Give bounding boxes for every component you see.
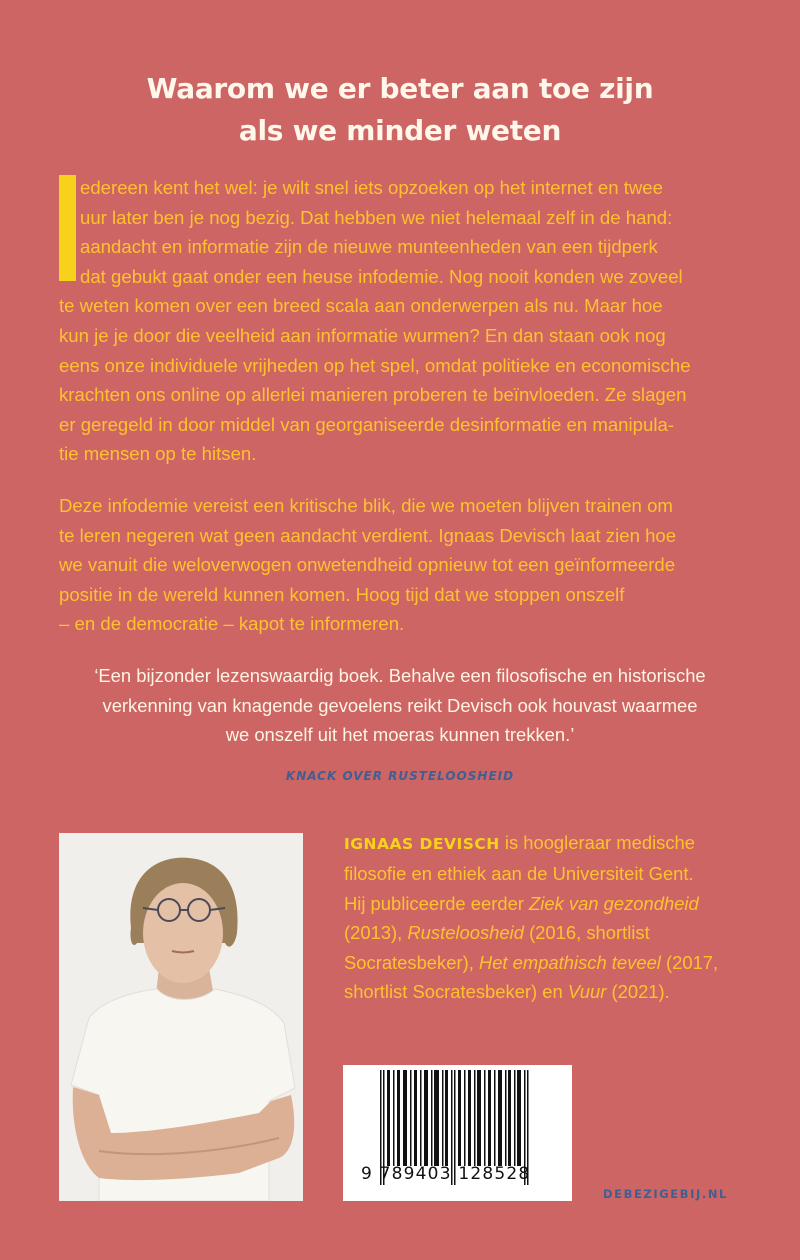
bio-line xyxy=(344,918,764,947)
review-quote xyxy=(0,661,800,750)
blurb-line: edereen kent het wel: je wilt snel iets opzoeken op het internet en twee xyxy=(80,177,663,198)
blurb-line: dat gebukt gaat onder een heuse infodemie. Nog nooit konden we zoveel xyxy=(80,265,683,287)
back-cover-title xyxy=(0,68,800,152)
blurb-line: we vanuit die weloverwogen onwetendheid opnieuw tot een geïnformeerde xyxy=(59,554,676,576)
bio-line xyxy=(344,977,764,1006)
blurb-line: er geregeld in door middel van georganiseerde desinformatie en manipula- xyxy=(59,413,675,435)
blurb-line: uur later ben je nog bezig. Dat hebben we niet helemaal zelf in de hand: xyxy=(80,206,673,228)
quote-line: verkenning van knagende gevoelens reikt Devisch ook houvast waarmee xyxy=(102,694,698,716)
bio-text: (2016, shortlist xyxy=(523,922,650,944)
blurb-line: eens onze individuele vrijheden op het spel, omdat politieke en economische xyxy=(59,354,691,376)
book-title: Het empathisch teveel xyxy=(478,951,661,973)
bio-text: (2013), xyxy=(344,922,408,944)
quote-line: ‘Een bijzonder lezenswaardig boek. Behalve een filosofische en historische xyxy=(94,665,706,686)
bio-text: (2017, xyxy=(660,951,719,973)
bio-line xyxy=(344,859,764,888)
book-title: Ziek van gezondheid xyxy=(529,892,699,914)
bio-text: is hoogleraar medische xyxy=(499,832,695,853)
blurb-line: krachten ons online op allerlei manieren proberen te beïnvloeden. Ze slagen xyxy=(59,384,687,406)
bio-text: (2021). xyxy=(606,981,670,1003)
blurb-line: aandacht en informatie zijn de nieuwe munteenheden van een tijdperk xyxy=(80,236,658,258)
quote-line: we onszelf uit het moeras kunnen trekken.’ xyxy=(225,724,575,745)
quote-source xyxy=(0,769,800,783)
bio-text: Hij publiceerde eerder xyxy=(344,892,530,914)
blurb-paragraph-1 xyxy=(59,173,749,469)
book-title: Vuur xyxy=(567,981,607,1003)
author-bio xyxy=(344,828,764,1006)
title-line-1: Waarom we er beter aan toe zijn xyxy=(146,72,654,105)
blurb-line: te leren negeren wat geen aandacht verdient. Ignaas Devisch laat zien hoe xyxy=(59,524,677,546)
bio-line xyxy=(344,828,764,859)
blurb-paragraph-2 xyxy=(59,491,749,639)
blurb-line: positie in de wereld kunnen komen. Hoog tijd dat we stoppen onszelf xyxy=(59,583,625,605)
bio-text: Socratesbeker), xyxy=(344,951,479,973)
publisher-url: DEBEZIGEBIJ.NL xyxy=(603,1187,728,1201)
isbn-barcode xyxy=(343,1065,572,1201)
author-portrait-icon xyxy=(59,833,303,1201)
bio-line xyxy=(344,889,764,918)
blurb-line: te weten komen over een breed scala aan onderwerpen als nu. Maar hoe xyxy=(59,295,663,317)
author-photo xyxy=(59,833,303,1201)
book-title: Rusteloosheid xyxy=(407,922,524,944)
bio-line xyxy=(344,948,764,977)
blurb-line: – en de democratie – kapot te informeren. xyxy=(59,613,405,635)
bio-text: filosofie en ethiek aan de Universiteit Gent. xyxy=(344,863,694,885)
blurb-line: tie mensen op te hitsen. xyxy=(59,443,257,465)
quote-source-title: RUSTELOOSHEID xyxy=(388,769,515,783)
author-name: IGNAAS DEVISCH xyxy=(344,835,500,853)
title-line-2: als we minder weten xyxy=(238,114,562,147)
bio-text: shortlist Socratesbeker) en xyxy=(344,981,568,1003)
blurb-line: Deze infodemie vereist een kritische blik, die we moeten blijven trainen om xyxy=(59,495,673,516)
blurb-line: kun je je door die veelheid aan informatie wurmen? En dan staan ook nog xyxy=(59,324,666,346)
isbn-number: 9 789403 128528 xyxy=(361,1164,531,1184)
quote-source-prefix: KNACK OVER xyxy=(285,769,389,783)
